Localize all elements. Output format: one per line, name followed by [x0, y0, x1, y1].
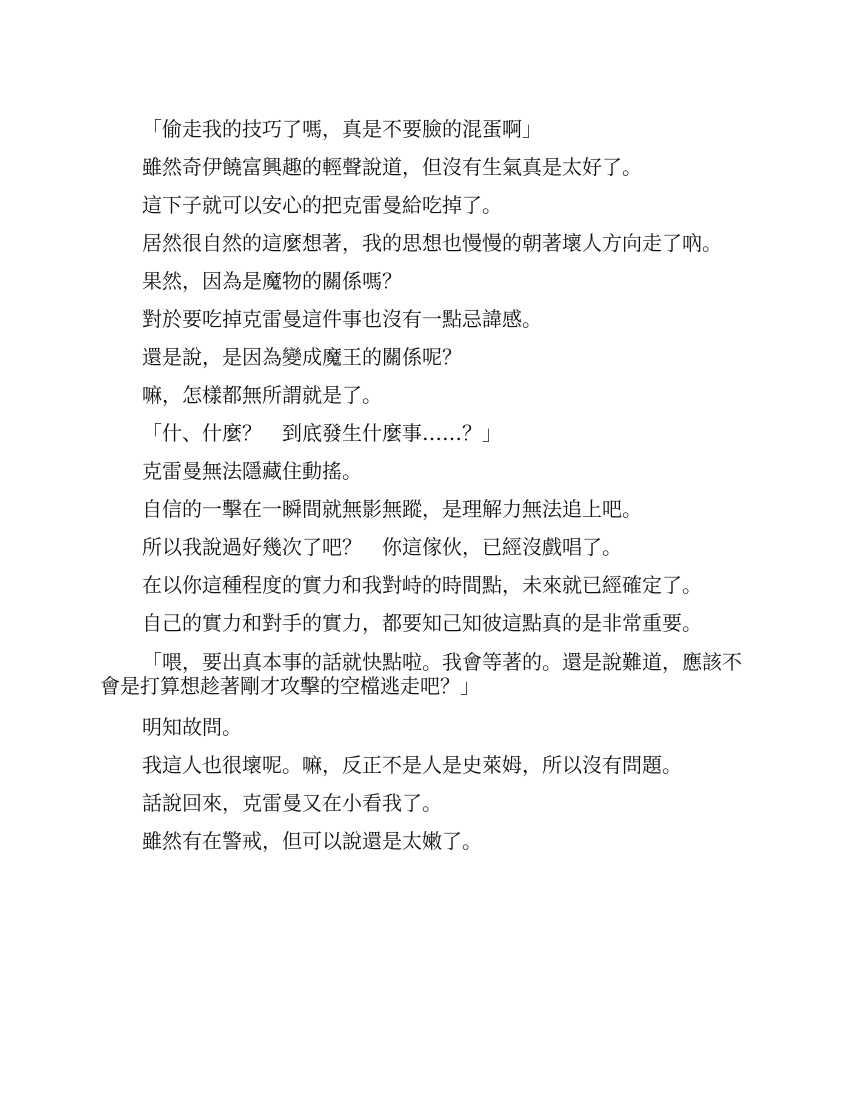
- paragraph: 我這人也很壞呢。嘛，反正不是人是史萊姆，所以沒有問題。: [142, 753, 682, 777]
- paragraph: 「喂，要出真本事的話就快點啦。我會等著的。還是說難道，應該不會是打算想趁著剛才攻擊的空檔逃走吧？」: [100, 650, 742, 698]
- paragraph: 「什、什麼？ 到底發生什麼事……？」: [142, 421, 502, 445]
- paragraph: 居然很自然的這麼想著，我的思想也慢慢的朝著壞人方向走了吶。: [142, 231, 722, 255]
- paragraph: 雖然有在警戒，但可以說還是太嫩了。: [142, 829, 482, 853]
- paragraph: 雖然奇伊饒富興趣的輕聲說道，但沒有生氣真是太好了。: [142, 155, 642, 179]
- paragraph: 還是說，是因為變成魔王的關係呢？: [142, 345, 462, 369]
- paragraph: 所以我說過好幾次了吧？ 你這傢伙，已經沒戲唱了。: [142, 535, 622, 559]
- paragraph: 自信的一擊在一瞬間就無影無蹤，是理解力無法追上吧。: [142, 497, 642, 521]
- paragraph: 嘛，怎樣都無所謂就是了。: [142, 383, 382, 407]
- paragraph: 自己的實力和對手的實力，都要知己知彼這點真的是非常重要。: [142, 611, 702, 635]
- paragraph: 克雷曼無法隱藏住動搖。: [142, 459, 362, 483]
- paragraph: 「偷走我的技巧了嗎，真是不要臉的混蛋啊」: [142, 117, 542, 141]
- paragraph: 在以你這種程度的實力和我對峙的時間點，未來就已經確定了。: [142, 573, 702, 597]
- paragraph: 果然，因為是魔物的關係嗎？: [142, 269, 402, 293]
- paragraph: 對於要吃掉克雷曼這件事也沒有一點忌諱感。: [142, 307, 542, 331]
- paragraph: 話說回來，克雷曼又在小看我了。: [142, 791, 442, 815]
- text-body: [100, 118, 750, 868]
- paragraph: 明知故問。: [142, 715, 242, 739]
- paragraph: 這下子就可以安心的把克雷曼給吃掉了。: [142, 193, 502, 217]
